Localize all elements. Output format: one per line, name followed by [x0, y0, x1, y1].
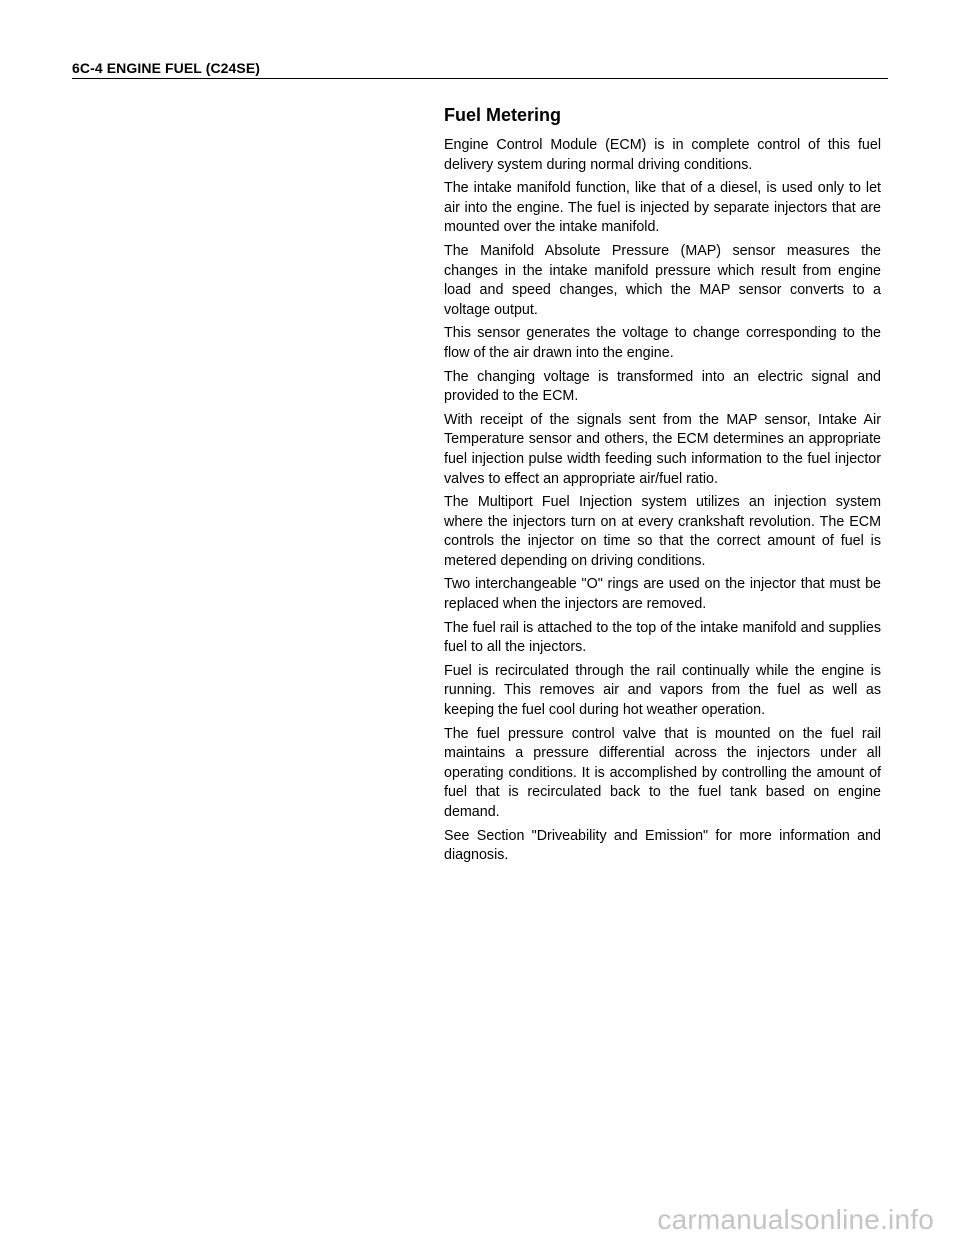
- paragraph-electric-signal: The changing voltage is transformed into an electric signal and provided to the ECM.: [444, 368, 881, 405]
- paragraph-o-rings: Two interchangeable "O" rings are used on the injector that must be replaced when the injectors are removed.: [444, 576, 881, 613]
- paragraph-sensor-voltage: This sensor generates the voltage to change corresponding to the flow of the air drawn into the engine.: [444, 325, 881, 361]
- paragraph-pulse-width: With receipt of the signals sent from the MAP sensor, Intake Air Temperature sensor and others, the ECM determines an appropriate fuel injection pulse width feeding such information to the fuel injector valves to effect an appropriate air/fuel ratio.: [444, 411, 881, 487]
- page-header: [72, 60, 888, 79]
- paragraph-ecm-control: Engine Control Module (ECM) is in complete control of this fuel delivery system during normal driving conditions.: [444, 137, 881, 173]
- main-content: [444, 104, 881, 870]
- paragraph-multiport-injection: The Multiport Fuel Injection system utilizes an injection system where the injectors turn on at every crankshaft revolution. The ECM controls the injector on time so that the correct amount of fuel is metered depending on driving conditions.: [444, 494, 881, 569]
- paragraph-see-section: See Section "Driveability and Emission" for more information and diagnosis.: [444, 827, 881, 864]
- watermark-text: carmanualsonline.info: [657, 1204, 934, 1235]
- paragraph-fuel-recirculation: Fuel is recirculated through the rail continually while the engine is running. This removes air and vapors from the fuel as well as keeping the fuel cool during hot weather operation.: [444, 662, 881, 719]
- paragraph-map-sensor: The Manifold Absolute Pressure (MAP) sensor measures the changes in the intake manifold pressure which result from engine load and speed changes, which the MAP sensor converts to a voltage output.: [444, 242, 881, 318]
- paragraph-pressure-valve: The fuel pressure control valve that is mounted on the fuel rail maintains a pressure differential across the injectors under all operating conditions. It is accomplished by controlling the amount of fuel that is recirculated back to the fuel tank based on engine demand.: [444, 725, 881, 820]
- paragraph-fuel-rail: The fuel rail is attached to the top of the intake manifold and supplies fuel to all the injectors.: [444, 619, 881, 656]
- section-title: Fuel Metering: [444, 105, 562, 125]
- paragraph-intake-manifold: The intake manifold function, like that of a diesel, is used only to let air into the engine. The fuel is injected by separate injectors that are mounted over the intake manifold.: [444, 180, 881, 236]
- page-header-title: 6C-4 ENGINE FUEL (C24SE): [72, 60, 261, 76]
